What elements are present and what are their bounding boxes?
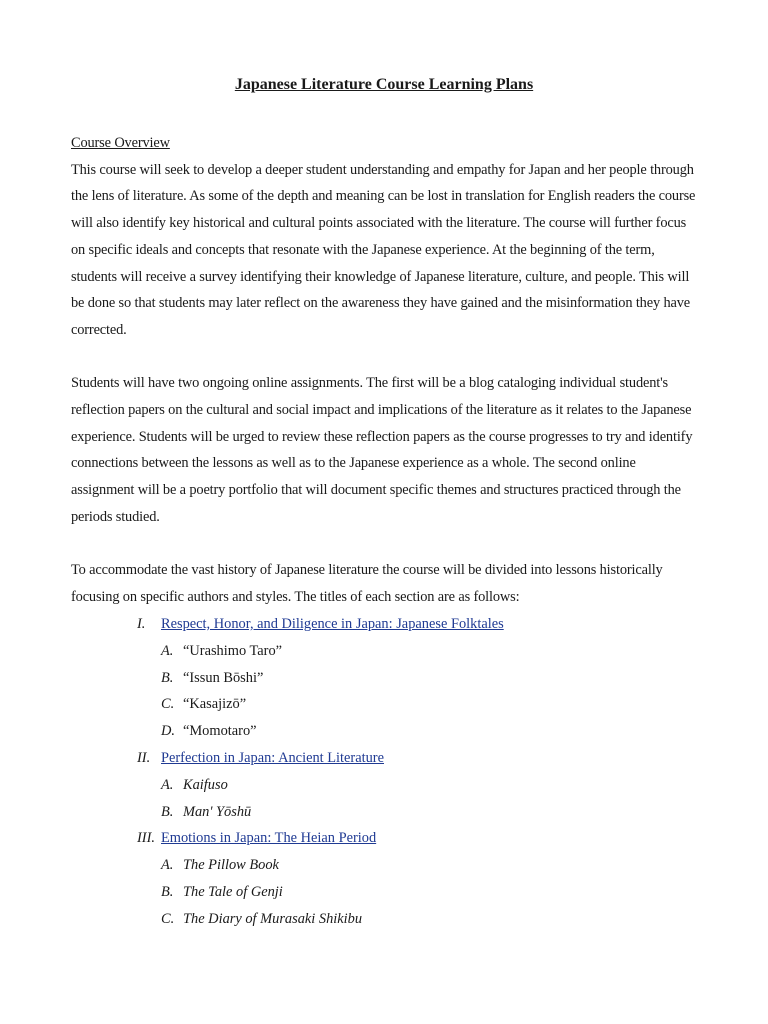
item-letter: B. (161, 669, 174, 686)
section-numeral: III. (137, 830, 155, 847)
section-numeral: I. (137, 616, 146, 632)
overview-paragraph-1: This course will seek to develop a deeper student understanding and empathy for Japan and her people through the lens of literature. As some of the depth and meaning can be lost in translation for English readers the course will also identify key historical and cultural points associated with the literature. The course will further focus on specific ideals and concepts that resonate with the Japanese experience. At the beginning of the term, students will receive a survey identifying their knowledge of Japanese literature, culture, and people. This will be done so that students may later reflect on the awareness they have gained and the misinformation they have corrected. (71, 161, 696, 338)
outline-item (71, 638, 701, 665)
section-link-folktales[interactable]: Respect, Honor, and Diligence in Japan: Japanese Folktales (161, 616, 504, 632)
section-numeral: II. (137, 749, 151, 766)
outline-item (71, 879, 701, 906)
outline-item (71, 691, 701, 718)
document-body (71, 130, 701, 611)
item-letter: A. (161, 857, 174, 874)
outline-item (71, 799, 701, 826)
item-title: “Urashimo Taro” (183, 642, 283, 659)
section-link-ancient-literature[interactable]: Perfection in Japan: Ancient Literature (161, 749, 384, 766)
outline-item (71, 718, 701, 745)
item-letter: D. (161, 723, 175, 740)
item-title: Man' Yōshū (183, 803, 252, 820)
item-title: “Kasajizō” (183, 696, 247, 713)
outline-section (71, 825, 701, 852)
outline-section (71, 611, 701, 638)
item-letter: B. (161, 883, 174, 900)
item-letter: C. (161, 910, 175, 927)
section-link-heian-period[interactable]: Emotions in Japan: The Heian Period (161, 830, 377, 847)
outline-item (71, 665, 701, 692)
overview-paragraph-2: Students will have two ongoing online assignments. The first will be a blog cataloging individual student's reflection papers on the cultural and social impact and implications of the literature as it relates to the Japanese experience. Students will be urged to review these reflection papers as the course progresses to try and identify connections between the lessons as well as to the Japanese experience as a whole. The second online assignment will be a poetry portfolio that will document specific themes and structures practiced through the periods studied. (71, 375, 693, 525)
outline-item (71, 906, 701, 933)
item-title: “Momotaro” (183, 723, 257, 740)
item-letter: A. (161, 642, 174, 659)
item-letter: C. (161, 696, 175, 713)
document-title: Japanese Literature Course Learning Plans (234, 76, 534, 93)
course-overview-heading: Course Overview (71, 135, 170, 151)
item-title: Kaifuso (183, 776, 228, 793)
item-letter: B. (161, 803, 174, 820)
item-title: The Pillow Book (183, 857, 279, 874)
outline-item (71, 772, 701, 799)
section-outline (71, 611, 701, 933)
outline-item (71, 852, 701, 879)
outline-section (71, 745, 701, 772)
overview-paragraph-3: To accommodate the vast history of Japanese literature the course will be divided into lessons historically focusing on specific authors and styles. The titles of each section are as follows: (71, 562, 663, 605)
item-letter: A. (161, 776, 174, 793)
item-title: The Tale of Genji (183, 883, 283, 900)
item-title: The Diary of Murasaki Shikibu (183, 910, 363, 927)
item-title: “Issun Bōshi” (183, 669, 264, 686)
